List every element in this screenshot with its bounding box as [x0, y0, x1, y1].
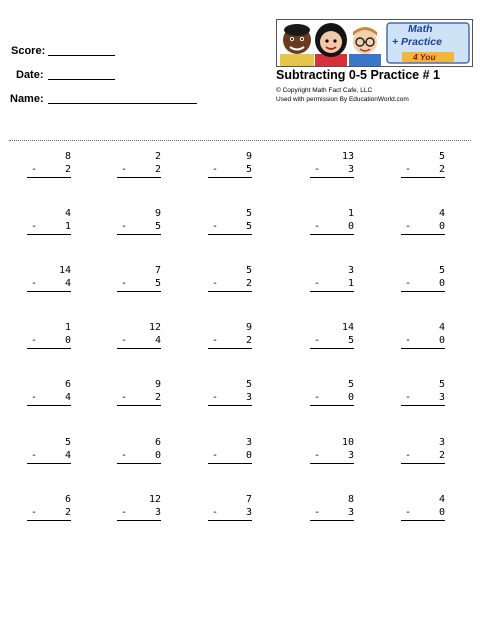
minus-sign: - — [31, 335, 38, 346]
minus-sign: - — [121, 392, 128, 403]
subtrahend-line[interactable] — [208, 334, 252, 349]
minuend: 7 — [245, 494, 252, 505]
subtrahend: 0 — [245, 450, 252, 461]
minuend: 4 — [438, 322, 445, 333]
subtrahend: 0 — [154, 450, 161, 461]
minuend: 6 — [64, 379, 71, 390]
minuend: 10 — [341, 437, 354, 448]
date-field[interactable] — [16, 69, 44, 81]
problem-2-4 — [310, 207, 354, 235]
subtrahend-line[interactable] — [27, 506, 71, 521]
subtrahend-line[interactable] — [27, 277, 71, 292]
name-label: Name: — [10, 93, 44, 105]
subtrahend: 1 — [347, 278, 354, 289]
subtrahend: 5 — [154, 221, 161, 232]
minuend: 7 — [154, 265, 161, 276]
subtrahend: 3 — [347, 164, 354, 175]
minuend: 9 — [154, 208, 161, 219]
subtrahend-line[interactable] — [117, 449, 161, 464]
subtrahend: 1 — [64, 221, 71, 232]
subtrahend-line[interactable] — [310, 506, 354, 521]
minus-sign: - — [405, 221, 412, 232]
minuend: 5 — [245, 265, 252, 276]
minus-sign: - — [121, 278, 128, 289]
subtrahend: 2 — [64, 164, 71, 175]
subtrahend-line[interactable] — [27, 163, 71, 178]
subtrahend-line[interactable] — [208, 163, 252, 178]
problem-2-2 — [117, 207, 161, 235]
problem-6-1 — [27, 436, 71, 464]
score-line[interactable] — [48, 55, 115, 56]
copyright-block — [276, 86, 409, 104]
minus-sign: - — [31, 164, 38, 175]
subtrahend-line[interactable] — [117, 277, 161, 292]
subtrahend-line[interactable] — [117, 506, 161, 521]
subtrahend: 4 — [64, 278, 71, 289]
problem-3-3 — [208, 264, 252, 292]
minuend: 5 — [347, 379, 354, 390]
problem-2-5 — [401, 207, 445, 235]
minuend: 5 — [438, 151, 445, 162]
logo-art — [277, 20, 472, 66]
problem-7-3 — [208, 493, 252, 521]
subtrahend-line[interactable] — [401, 220, 445, 235]
problem-5-5 — [401, 378, 445, 406]
minus-sign: - — [314, 221, 321, 232]
minuend: 8 — [64, 151, 71, 162]
minuend: 4 — [438, 494, 445, 505]
subtrahend-line[interactable] — [208, 449, 252, 464]
subtrahend-line[interactable] — [310, 163, 354, 178]
minus-sign: - — [314, 450, 321, 461]
subtrahend-line[interactable] — [310, 334, 354, 349]
problem-6-4 — [310, 436, 354, 464]
subtrahend: 2 — [154, 164, 161, 175]
minus-sign: - — [212, 450, 219, 461]
minuend: 9 — [154, 379, 161, 390]
subtrahend: 0 — [438, 278, 445, 289]
subtrahend: 2 — [438, 164, 445, 175]
minuend: 8 — [347, 494, 354, 505]
problem-4-4 — [310, 321, 354, 349]
minus-sign: - — [121, 450, 128, 461]
minus-sign: - — [405, 450, 412, 461]
header-divider — [9, 140, 471, 141]
minus-sign: - — [31, 507, 38, 518]
subtrahend: 0 — [64, 335, 71, 346]
subtrahend-line[interactable] — [117, 163, 161, 178]
subtrahend-line[interactable] — [401, 277, 445, 292]
subtrahend-line[interactable] — [310, 220, 354, 235]
minus-sign: - — [212, 221, 219, 232]
minuend: 12 — [148, 322, 161, 333]
minus-sign: - — [314, 164, 321, 175]
date-label: Date: — [16, 69, 44, 81]
problem-7-4 — [310, 493, 354, 521]
minuend: 9 — [245, 322, 252, 333]
minus-sign: - — [121, 164, 128, 175]
subtrahend: 3 — [154, 507, 161, 518]
subtrahend: 0 — [438, 335, 445, 346]
minuend: 5 — [438, 265, 445, 276]
subtrahend-line[interactable] — [27, 334, 71, 349]
subtrahend-line[interactable] — [401, 334, 445, 349]
worksheet-title: Subtracting 0-5 Practice # 1 — [276, 68, 440, 82]
subtrahend-line[interactable] — [310, 391, 354, 406]
minus-sign: - — [121, 507, 128, 518]
problem-6-3 — [208, 436, 252, 464]
subtrahend-line[interactable] — [310, 277, 354, 292]
subtrahend-line[interactable] — [401, 163, 445, 178]
minus-sign: - — [212, 335, 219, 346]
subtrahend-line[interactable] — [208, 277, 252, 292]
problem-5-1 — [27, 378, 71, 406]
subtrahend: 3 — [347, 450, 354, 461]
problem-7-2 — [117, 493, 161, 521]
subtrahend: 2 — [245, 278, 252, 289]
minus-sign: - — [405, 278, 412, 289]
subtrahend-line[interactable] — [27, 449, 71, 464]
subtrahend: 0 — [347, 221, 354, 232]
problem-7-1 — [27, 493, 71, 521]
minus-sign: - — [314, 278, 321, 289]
minuend: 5 — [438, 379, 445, 390]
subtrahend-line[interactable] — [401, 449, 445, 464]
problem-1-2 — [117, 150, 161, 178]
subtrahend-line[interactable] — [401, 506, 445, 521]
minus-sign: - — [121, 221, 128, 232]
subtrahend-line[interactable] — [401, 391, 445, 406]
logo-practice-text: + Practice — [392, 36, 442, 48]
subtrahend: 5 — [154, 278, 161, 289]
kid-boy-icon — [280, 24, 314, 66]
score-label: Score: — [11, 45, 46, 57]
subtrahend: 3 — [245, 392, 252, 403]
logo-math-text: Math — [408, 23, 433, 35]
problem-7-5 — [401, 493, 445, 521]
subtrahend: 0 — [438, 507, 445, 518]
minus-sign: - — [405, 164, 412, 175]
problem-1-1 — [27, 150, 71, 178]
subtrahend-line[interactable] — [117, 334, 161, 349]
minuend: 4 — [438, 208, 445, 219]
minus-sign: - — [314, 392, 321, 403]
subtrahend: 2 — [64, 507, 71, 518]
minuend: 5 — [64, 437, 71, 448]
problem-2-3 — [208, 207, 252, 235]
minus-sign: - — [405, 507, 412, 518]
subtrahend: 4 — [64, 450, 71, 461]
subtrahend: 0 — [438, 221, 445, 232]
problem-6-2 — [117, 436, 161, 464]
subtrahend: 4 — [64, 392, 71, 403]
minuend: 9 — [245, 151, 252, 162]
kid-glasses-icon — [349, 27, 381, 66]
score-field[interactable] — [11, 45, 45, 57]
subtrahend: 3 — [245, 507, 252, 518]
name-field[interactable] — [10, 93, 44, 105]
minus-sign: - — [212, 164, 219, 175]
problem-1-5 — [401, 150, 445, 178]
subtrahend: 3 — [347, 507, 354, 518]
problem-2-1 — [27, 207, 71, 235]
minuend: 3 — [245, 437, 252, 448]
subtrahend: 3 — [438, 392, 445, 403]
subtrahend: 5 — [347, 335, 354, 346]
minus-sign: - — [314, 335, 321, 346]
minuend: 6 — [64, 494, 71, 505]
minus-sign: - — [212, 507, 219, 518]
minus-sign: - — [121, 335, 128, 346]
subtrahend: 5 — [245, 221, 252, 232]
subtrahend-line[interactable] — [117, 391, 161, 406]
minus-sign: - — [212, 278, 219, 289]
subtrahend: 0 — [347, 392, 354, 403]
subtrahend-line[interactable] — [208, 391, 252, 406]
minus-sign: - — [212, 392, 219, 403]
problem-5-3 — [208, 378, 252, 406]
minus-sign: - — [31, 278, 38, 289]
minus-sign: - — [314, 507, 321, 518]
problem-4-1 — [27, 321, 71, 349]
minuend: 5 — [245, 208, 252, 219]
minuend: 5 — [245, 379, 252, 390]
minuend: 13 — [341, 151, 354, 162]
minuend: 4 — [64, 208, 71, 219]
math-practice-logo — [276, 19, 473, 67]
problem-3-5 — [401, 264, 445, 292]
copyright-text: © Copyright Math Fact Cafe, LLC — [276, 87, 373, 94]
subtrahend-line[interactable] — [208, 220, 252, 235]
minus-sign: - — [405, 392, 412, 403]
subtrahend: 4 — [154, 335, 161, 346]
problem-3-2 — [117, 264, 161, 292]
logo-4you-text: 4 You — [413, 52, 436, 62]
minuend: 14 — [341, 322, 354, 333]
problem-1-3 — [208, 150, 252, 178]
date-line[interactable] — [48, 79, 115, 80]
subtrahend: 2 — [245, 335, 252, 346]
permission-text: Used with permission By EducationWorld.com — [276, 96, 409, 103]
subtrahend-line[interactable] — [208, 506, 252, 521]
problem-3-1 — [27, 264, 71, 292]
subtrahend: 5 — [245, 164, 252, 175]
subtrahend: 2 — [154, 392, 161, 403]
minuend: 14 — [58, 265, 71, 276]
problem-4-2 — [117, 321, 161, 349]
subtrahend-line[interactable] — [27, 220, 71, 235]
name-line[interactable] — [48, 103, 197, 104]
problem-1-4 — [310, 150, 354, 178]
problem-4-3 — [208, 321, 252, 349]
minuend: 12 — [148, 494, 161, 505]
problem-5-2 — [117, 378, 161, 406]
minus-sign: - — [31, 392, 38, 403]
problem-3-4 — [310, 264, 354, 292]
problem-4-5 — [401, 321, 445, 349]
minuend: 3 — [438, 437, 445, 448]
kid-girl-icon — [315, 23, 347, 66]
minuend: 1 — [64, 322, 71, 333]
minus-sign: - — [31, 450, 38, 461]
minuend: 6 — [154, 437, 161, 448]
minus-sign: - — [31, 221, 38, 232]
minuend: 1 — [347, 208, 354, 219]
minuend: 3 — [347, 265, 354, 276]
subtrahend: 2 — [438, 450, 445, 461]
subtrahend-line[interactable] — [117, 220, 161, 235]
minuend: 2 — [154, 151, 161, 162]
subtrahend-line[interactable] — [310, 449, 354, 464]
problem-6-5 — [401, 436, 445, 464]
minus-sign: - — [405, 335, 412, 346]
subtrahend-line[interactable] — [27, 391, 71, 406]
problem-5-4 — [310, 378, 354, 406]
